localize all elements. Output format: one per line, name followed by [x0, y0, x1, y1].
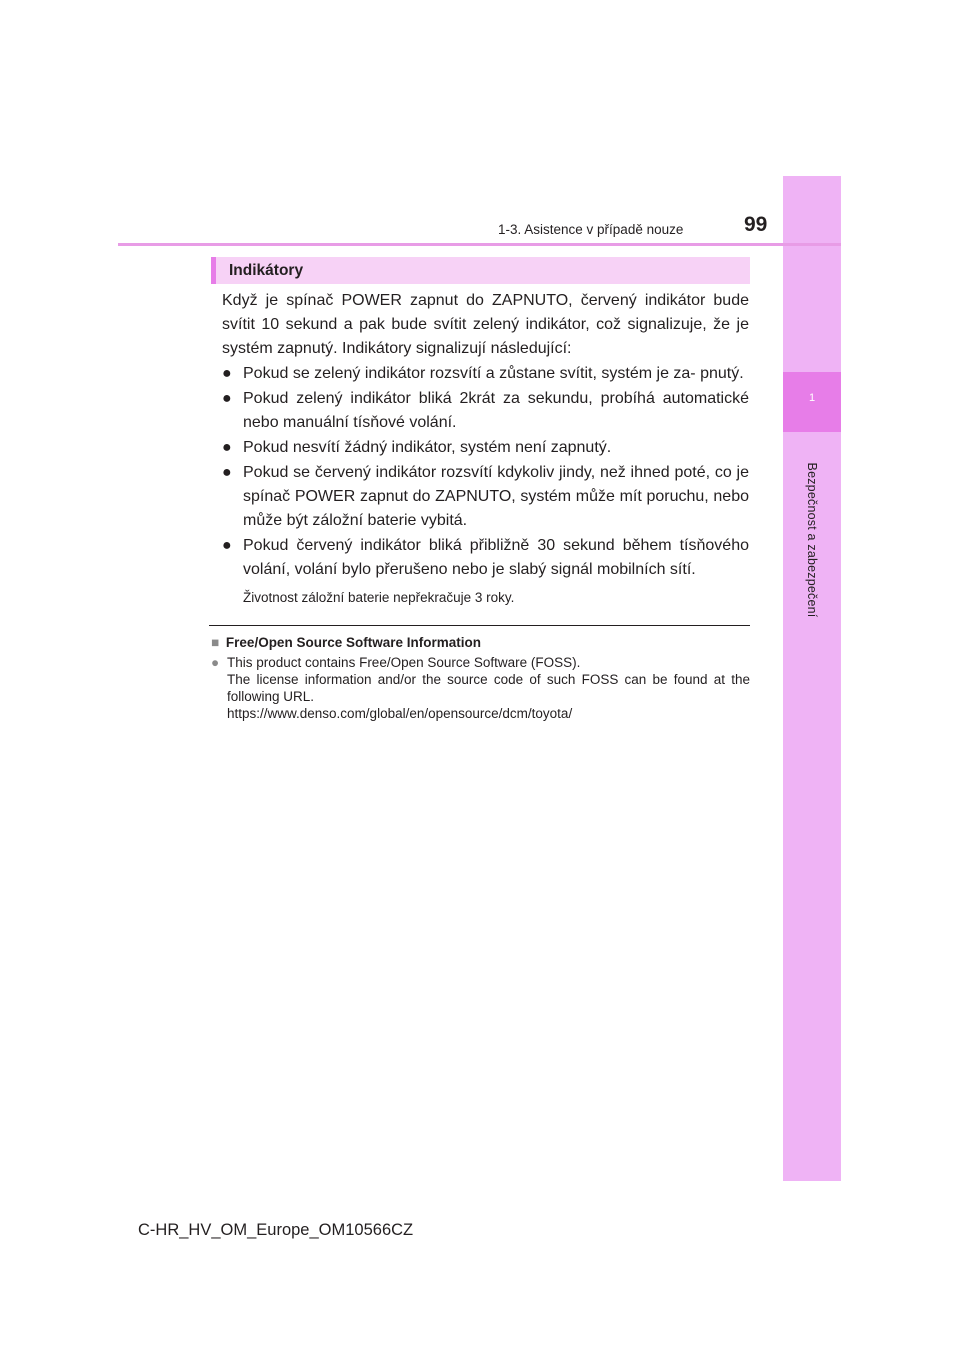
- indicator-item: [222, 461, 749, 533]
- foss-title: [211, 634, 750, 652]
- page-number: 99: [744, 213, 768, 236]
- indicator-item: [222, 362, 749, 386]
- foss-url[interactable]: https://www.denso.com/global/en/opensource/dcm/toyota/: [227, 706, 573, 721]
- foss-line-2: The license information and/or the source code of such FOSS can be found at the following URL.: [227, 672, 750, 704]
- indicator-item: [222, 436, 749, 460]
- bullet-icon: ●: [211, 655, 220, 670]
- bullet-icon: ●: [222, 390, 232, 407]
- section-divider: [209, 625, 750, 626]
- foss-item: [211, 654, 750, 722]
- indicators-heading: Indikátory: [229, 262, 304, 279]
- chapter-number: 1: [808, 392, 816, 404]
- indicator-item-text: Pokud zelený indikátor bliká 2krát za sekundu, probíhá automatické nebo manuální tísňové volání.: [243, 390, 749, 431]
- chapter-side-tab: [783, 176, 841, 1181]
- foss-line-1: This product contains Free/Open Source Software (FOSS).: [227, 655, 581, 670]
- bullet-icon: ●: [222, 439, 232, 456]
- indicator-item: [222, 534, 749, 582]
- battery-note: Životnost záložní baterie nepřekračuje 3 roky.: [243, 590, 515, 605]
- indicator-item-text: Pokud se červený indikátor rozsvítí kdykoliv jindy, než ihned poté, co je spínač POWER zapnut do ZAPNUTO, systém může mít poruchu, nebo může být záložní baterie vybitá.: [243, 464, 749, 529]
- square-bullet-icon: ■: [211, 635, 220, 650]
- section-title: 1-3. Asistence v případě nouze: [498, 222, 684, 237]
- document-code: C-HR_HV_OM_Europe_OM10566CZ: [138, 1221, 414, 1239]
- indicator-item-text: Pokud červený indikátor bliká přibližně 30 sekund během tísňového volání, volání bylo přerušeno nebo je slabý signál mobilních sítí.: [243, 537, 749, 578]
- foss-title-text: Free/Open Source Software Information: [225, 635, 481, 650]
- bullet-icon: ●: [222, 464, 232, 481]
- bullet-icon: ●: [222, 537, 232, 554]
- header-rule: [118, 243, 841, 246]
- indicators-intro: Když je spínač POWER zapnut do ZAPNUTO, červený indikátor bude svítit 10 sekund a pak bude svítit zelený indikátor, což signalizuje, že je systém zapnutý. Indikátory signalizují následující:: [222, 292, 749, 357]
- indicator-item-text: Pokud se zelený indikátor rozsvítí a zůstane svítit, systém je za- pnutý.: [243, 365, 744, 382]
- indicator-item: [222, 387, 749, 435]
- chapter-title-text: Bezpečnost a zabezpečení: [805, 462, 819, 618]
- indicators-heading-box: [211, 257, 750, 284]
- indicators-body: [222, 289, 749, 608]
- indicator-item-text: Pokud nesvítí žádný indikátor, systém není zapnutý.: [243, 439, 612, 456]
- foss-section: [211, 634, 750, 722]
- bullet-icon: ●: [222, 365, 232, 382]
